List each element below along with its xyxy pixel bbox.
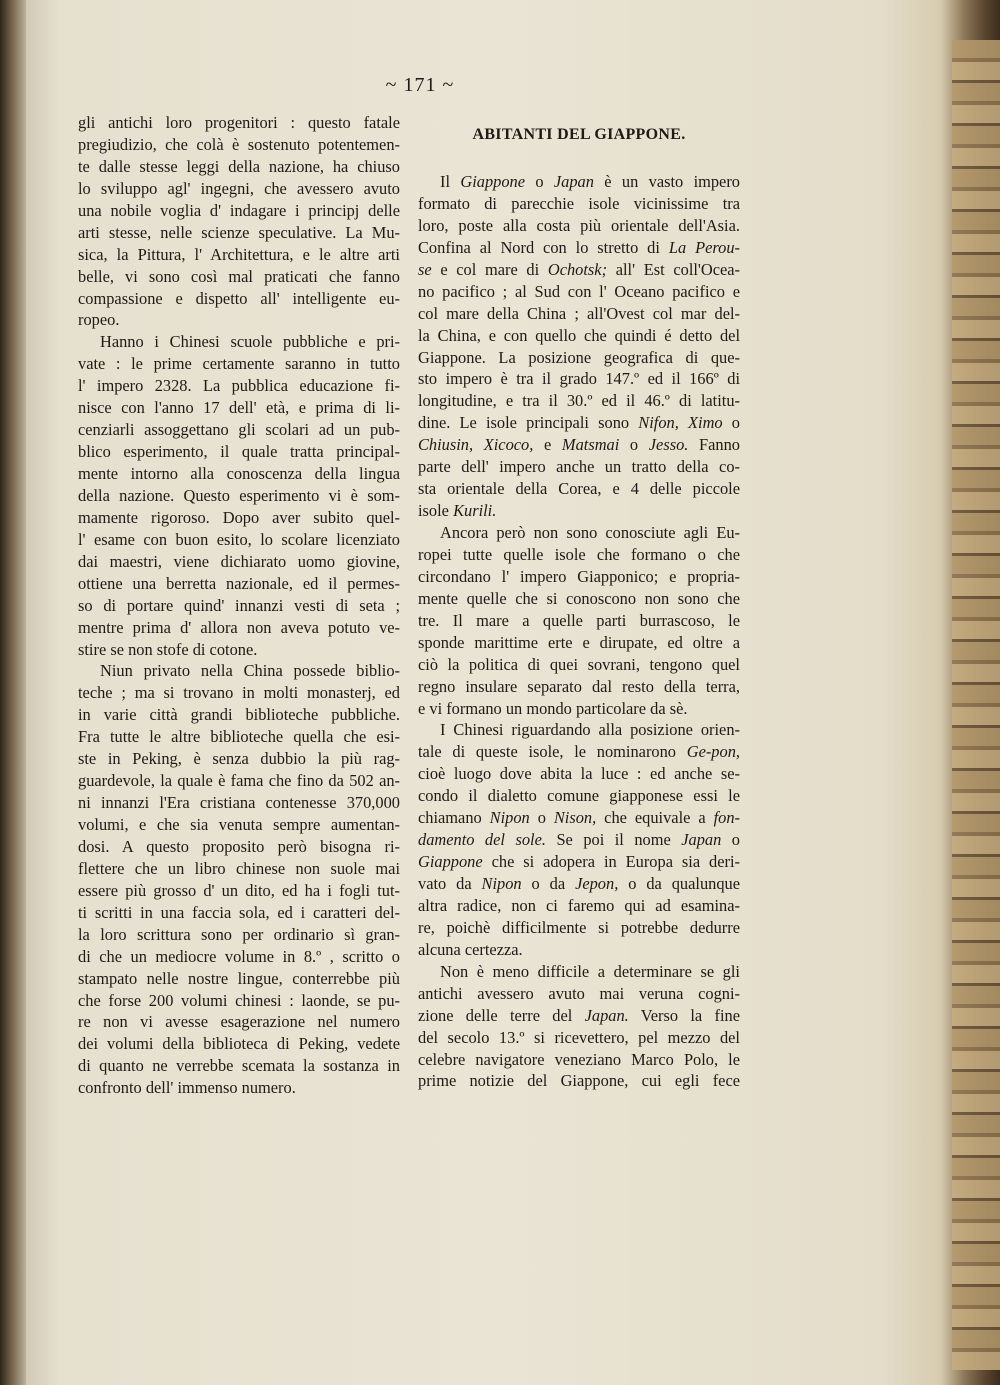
text-line bbox=[418, 434, 740, 456]
italic-text: Nison, bbox=[553, 808, 597, 828]
text-line: in varie città grandi biblioteche pubbliche. bbox=[78, 705, 400, 725]
italic-text: Jepon, bbox=[575, 874, 619, 893]
text-line: re, poichè difficilmente si potrebbe dedurre bbox=[418, 917, 740, 937]
italic-text: Nifon, Ximo bbox=[638, 413, 723, 433]
italic-text: Nipon bbox=[489, 808, 530, 828]
text-line: guardevole, la quale è fama che fino da 502 an- bbox=[78, 771, 400, 791]
text-segment: tale di queste isole, le nominarono bbox=[418, 742, 687, 762]
paragraph bbox=[418, 522, 740, 719]
text-line: l' esame con buon esito, lo scolare licenziato bbox=[78, 529, 400, 549]
text-line bbox=[418, 851, 740, 873]
text-line: mentre prima d' allora non aveva potuto ve- bbox=[78, 617, 400, 637]
text-line: la China, e con quello che quindi é detto del bbox=[418, 325, 740, 345]
text-line: di quanto ne verrebbe scemata la sostanza in bbox=[78, 1056, 400, 1076]
text-segment: o bbox=[722, 413, 740, 433]
text-line: ste in Peking, è senza dubbio la più rag- bbox=[78, 749, 400, 769]
text-line: Ancora però non sono conosciute agli Eu- bbox=[440, 523, 740, 542]
text-line: regno insulare separato dal resto della terra, bbox=[418, 676, 740, 696]
page-number: ~ 171 ~ bbox=[385, 74, 455, 96]
text-line bbox=[418, 829, 740, 851]
text-line bbox=[418, 412, 740, 434]
text-segment: Confina al Nord con lo stretto di bbox=[418, 237, 669, 257]
text-line: cioè luogo dove abita la luce : ed anche se- bbox=[418, 764, 740, 784]
text-line: dosi. A questo proposito però bisogna ri- bbox=[78, 836, 400, 856]
text-line: dei volumi della biblioteca di Peking, vedete bbox=[78, 1034, 400, 1054]
text-line: alcuna certezza. bbox=[418, 939, 523, 959]
text-segment: e col mare di bbox=[431, 259, 548, 279]
italic-text: Japan bbox=[681, 830, 722, 850]
text-line: l' impero 2328. La pubblica educazione fi- bbox=[78, 376, 400, 396]
italic-text: Ge-pon, bbox=[686, 742, 740, 762]
text-line: celebre navigatore veneziano Marco Polo, le bbox=[418, 1049, 740, 1069]
italic-text: Nipon bbox=[481, 874, 522, 893]
text-segment: Verso la fine bbox=[628, 1005, 740, 1025]
italic-text: Giappone bbox=[460, 172, 526, 191]
text-line: teche ; ma si trovano in molti monasterj, ed bbox=[78, 683, 400, 703]
text-line: essere più grosso d' un dito, ed ha i fogli tut- bbox=[78, 880, 400, 900]
text-segment: che si adopera in Europa sia deri- bbox=[482, 852, 740, 872]
text-line: ni innanzi l'Era cristiana contenesse 370,000 bbox=[78, 793, 400, 813]
text-segment: vato da bbox=[418, 874, 482, 893]
text-line: mente intorno alla conoscenza della lingua bbox=[78, 464, 400, 483]
text-line: della nazione. Questo esperimento vi è som- bbox=[78, 485, 400, 505]
text-line: cenziarli assoggettano gli scolari ad un pub- bbox=[78, 420, 400, 440]
text-line bbox=[418, 259, 740, 281]
italic-text: Matsmai bbox=[561, 435, 620, 455]
book-spine-shadow bbox=[0, 0, 26, 1385]
text-line bbox=[418, 1005, 740, 1027]
text-segment: o da bbox=[521, 874, 576, 893]
text-line: compassione e dispetto all' intelligente eu- bbox=[78, 288, 400, 308]
text-line: lo sviluppo agl' ingegni, che avessero avuto bbox=[78, 178, 400, 198]
text-line: re non vi avesse esagerazione nel numero bbox=[78, 1012, 400, 1032]
text-segment: e bbox=[533, 435, 562, 455]
text-line: sponde marittime erte e dirupate, ed oltre a bbox=[418, 632, 740, 652]
text-segment: isole bbox=[418, 501, 454, 521]
text-line: ciò la politica di quei sovrani, tengono quel bbox=[418, 654, 740, 674]
text-line bbox=[418, 807, 740, 829]
right-column bbox=[418, 171, 740, 1092]
text-line: mamente rigoroso. Dopo aver subito quel- bbox=[78, 507, 400, 527]
text-line: Niun privato nella China possede biblio- bbox=[100, 661, 400, 681]
text-line: prime notizie del Giappone, cui egli fece bbox=[418, 1071, 740, 1091]
text-segment: o bbox=[525, 172, 554, 191]
text-line bbox=[418, 500, 740, 522]
text-line: nisce con l'anno 17 dell' età, e prima di li- bbox=[78, 398, 400, 418]
text-line: col mare della China ; all'Ovest col mar del- bbox=[418, 303, 740, 323]
italic-text: Japan bbox=[553, 172, 594, 191]
text-line: una nobile voglia d' indagare i principj delle bbox=[78, 200, 400, 220]
text-line: tre. Il mare a quelle parti burrascoso, le bbox=[418, 610, 740, 630]
text-line: del secolo 13.º si ricevettero, pel mezzo del bbox=[418, 1027, 740, 1047]
text-line: ottiene una berretta nazionale, ed il permes- bbox=[78, 573, 400, 593]
text-segment: Fanno bbox=[688, 435, 741, 455]
text-line: flettere che un libro chinese non suole mai bbox=[78, 858, 400, 878]
italic-text: La Perou- bbox=[668, 237, 740, 257]
text-segment: o da qualunque bbox=[618, 874, 741, 893]
text-line: e vi formano un mondo particolare da sè. bbox=[418, 698, 688, 718]
italic-text: Ochotsk; bbox=[547, 259, 608, 279]
text-line: formato di parecchie isole vicinissime tra bbox=[418, 193, 740, 213]
left-column bbox=[78, 112, 400, 1099]
text-line bbox=[418, 171, 740, 193]
text-line: Giappone. La posizione geografica di que- bbox=[418, 347, 740, 367]
text-line: ti scritti in una faccia sola, ed i caratteri del- bbox=[78, 902, 400, 922]
text-line: che forse 200 volumi chinesi : laonde, se pu- bbox=[78, 990, 400, 1010]
text-line: blico esperimento, il quale tratta principal- bbox=[78, 442, 400, 462]
text-line: ropei tutte quelle isole che formano o che bbox=[418, 544, 740, 564]
text-line: Hanno i Chinesi scuole pubbliche e pri- bbox=[100, 332, 400, 352]
text-line: Fra tutte le altre biblioteche quella che esi- bbox=[78, 727, 400, 747]
paragraph bbox=[78, 112, 400, 331]
italic-text: Jesso. bbox=[648, 435, 689, 455]
text-line: gli antichi loro progenitori : questo fatale bbox=[78, 113, 400, 132]
text-line: sica, la Pittura, l' Architettura, e le altre arti bbox=[78, 244, 400, 264]
italic-text: damento del sole. bbox=[418, 830, 546, 850]
italic-text: Kurili. bbox=[453, 501, 497, 521]
text-line: altra radice, non ci faremo qui ad esamina- bbox=[418, 895, 740, 915]
text-segment: Il bbox=[440, 172, 461, 191]
text-segment: zione delle terre del bbox=[418, 1005, 585, 1025]
text-line: stire se non stofe di cotone. bbox=[78, 639, 258, 659]
text-segment: o bbox=[529, 808, 554, 828]
text-line: condo il dialetto comune giapponese essi le bbox=[418, 786, 740, 806]
text-segment: chiamano bbox=[418, 808, 490, 828]
text-segment: all' Est coll'Ocea- bbox=[607, 259, 740, 279]
text-line bbox=[418, 873, 740, 895]
text-line: sta orientale della Corea, e 4 delle piccole bbox=[418, 479, 740, 499]
text-line: vate : le prime certamente saranno in tutto bbox=[78, 354, 400, 374]
paragraph bbox=[418, 171, 740, 522]
text-line: antichi avessero avuto mai veruna cogni- bbox=[418, 983, 740, 1003]
text-line: confronto dell' immenso numero. bbox=[78, 1078, 296, 1098]
text-line: la loro scrittura sono per ordinario sì gran- bbox=[78, 924, 400, 944]
text-line: I Chinesi riguardando alla posizione orien- bbox=[440, 720, 740, 740]
text-segment: dine. Le isole principali sono bbox=[418, 413, 639, 433]
text-line: di che un mediocre volume in 8.º , scritto o bbox=[78, 946, 400, 966]
text-line: belle, vi sono così mal praticati che fanno bbox=[78, 266, 400, 286]
italic-text: Chiusin, Xicoco, bbox=[418, 435, 534, 455]
text-line: parte dell' impero anche un tratto della co- bbox=[418, 457, 740, 477]
text-line bbox=[418, 237, 740, 259]
text-line: ropeo. bbox=[78, 310, 120, 330]
paragraph bbox=[418, 719, 740, 960]
italic-text: fon- bbox=[713, 808, 740, 828]
text-line: te dalle stesse leggi della nazione, ha chiuso bbox=[78, 156, 400, 176]
paragraph bbox=[418, 961, 740, 1093]
paragraph bbox=[78, 331, 400, 660]
page-edges bbox=[952, 40, 1000, 1370]
text-line: loro, poste alla costa più orientale dell'Asia. bbox=[418, 215, 740, 235]
text-line: mente quelle che si conoscono non sono che bbox=[418, 588, 740, 608]
text-segment: Se poi il nome bbox=[545, 830, 682, 850]
italic-text: Giappone bbox=[418, 852, 483, 872]
text-line: so di portare quind' innanzi vesti di seta ; bbox=[78, 595, 400, 615]
section-heading: ABITANTI DEL GIAPPONE. bbox=[472, 126, 686, 143]
text-line: sto impero è tra il grado 147.º ed il 166º di bbox=[418, 369, 740, 389]
text-line: circondano l' impero Giapponico; e propria- bbox=[418, 566, 740, 586]
italic-text: Japan. bbox=[584, 1005, 629, 1025]
text-line: longitudine, e tra il 30.º ed il 46.º di latitu- bbox=[418, 391, 740, 411]
paragraph bbox=[78, 660, 400, 1099]
text-segment: o bbox=[721, 830, 740, 850]
text-line: dai maestri, viene dichiarato uomo giovine, bbox=[78, 551, 400, 571]
italic-text: se bbox=[418, 259, 432, 279]
text-line: stampato nelle nostre lingue, conterrebbe più bbox=[78, 968, 400, 988]
text-line: no pacifico ; al Sud con l' Oceano pacifico e bbox=[418, 281, 740, 301]
text-segment: è un vasto impero bbox=[593, 172, 740, 191]
text-line: volumi, e che sia venuta sempre aumentan- bbox=[78, 815, 400, 834]
text-line: Non è meno difficile a determinare se gli bbox=[440, 961, 740, 981]
text-line: arti stesse, nelle scienze speculative. La Mu- bbox=[78, 222, 400, 242]
text-segment: o bbox=[619, 435, 649, 455]
text-segment: che equivale a bbox=[596, 808, 714, 828]
text-line bbox=[418, 741, 740, 763]
text-line: pregiudizio, che colà è sostenuto potentemen- bbox=[78, 134, 400, 154]
